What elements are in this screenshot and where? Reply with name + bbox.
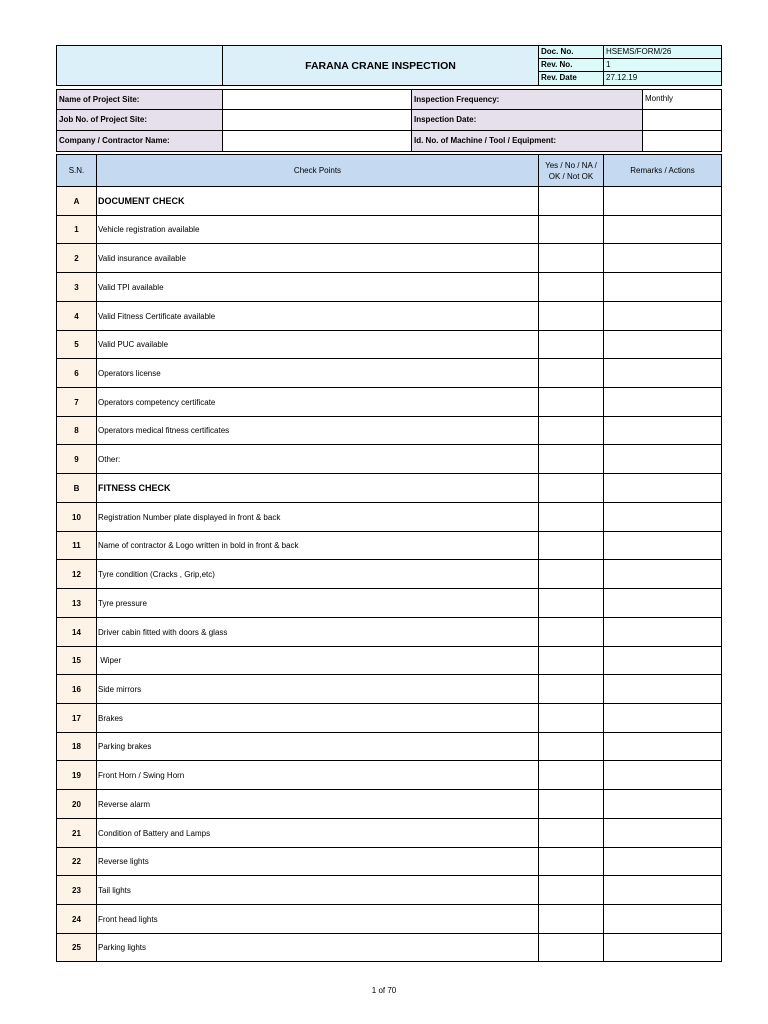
project-site-label-cell [56, 89, 223, 110]
row-sn [56, 933, 97, 962]
row-sn [56, 444, 97, 474]
row-sn-label: 9 [74, 454, 79, 464]
check-point-text: Valid Fitness Certificate available [98, 311, 216, 321]
row-sn-label: 5 [74, 340, 79, 349]
rev-date-value-cell [603, 71, 722, 86]
status-field[interactable] [538, 703, 604, 733]
status-field[interactable] [538, 358, 604, 388]
section-title-cell [96, 473, 539, 503]
row-sn [56, 703, 97, 733]
column-header-status-line-1: Yes / No / NA / [545, 160, 597, 170]
check-point-text: Tail lights [98, 885, 131, 895]
row-sn-label: 8 [74, 426, 79, 435]
check-point-text: Reverse lights [98, 857, 149, 866]
remarks-field[interactable] [603, 502, 722, 532]
row-sn-label: 10 [72, 512, 81, 522]
check-point-text: Front Horn / Swing Horn [98, 770, 185, 780]
row-sn-label: 14 [72, 627, 81, 637]
doc-no-value-cell [603, 45, 722, 59]
check-point-text: Front head lights [98, 914, 158, 924]
machine-id-label-cell [411, 130, 643, 152]
company-field[interactable] [222, 130, 412, 152]
check-point-cell [96, 243, 539, 273]
status-field[interactable] [538, 243, 604, 273]
status-field[interactable] [538, 272, 604, 302]
check-point-text: Parking brakes [98, 742, 152, 751]
check-point-cell [96, 703, 539, 733]
remarks-field[interactable] [603, 818, 722, 848]
status-field[interactable] [538, 330, 604, 359]
status-field[interactable] [538, 646, 604, 675]
check-point-text: Side mirrors [98, 684, 142, 694]
remarks-field[interactable] [603, 416, 722, 445]
remarks-field[interactable] [603, 358, 722, 388]
check-point-cell [96, 588, 539, 618]
check-point-cell [96, 358, 539, 388]
status-field[interactable] [538, 416, 604, 445]
check-point-text: Registration Number plate displayed in front & back [98, 512, 281, 522]
row-sn [56, 789, 97, 819]
row-sn-label: 17 [72, 713, 81, 723]
check-point-cell [96, 416, 539, 445]
check-point-text: Parking lights [98, 943, 147, 952]
status-field[interactable] [538, 559, 604, 589]
status-field[interactable] [538, 502, 604, 532]
rev-no-value-cell [603, 58, 722, 72]
check-point-cell [96, 789, 539, 819]
remarks-field[interactable] [603, 186, 722, 216]
remarks-field[interactable] [603, 875, 722, 905]
check-point-cell [96, 559, 539, 589]
row-sn-label: B [73, 483, 80, 493]
row-sn [56, 387, 97, 417]
row-sn-label: 25 [72, 943, 81, 952]
check-point-cell [96, 847, 539, 876]
row-sn-label: 3 [74, 282, 79, 292]
row-sn-label: A [73, 196, 80, 206]
inspection-date-label-cell [411, 109, 643, 131]
page-title: FARANA CRANE INSPECTION [305, 59, 456, 72]
remarks-field[interactable] [603, 617, 722, 647]
check-point-cell [96, 387, 539, 417]
check-point-text: Driver cabin fitted with doors & glass [98, 627, 228, 637]
check-point-text: Wiper [98, 656, 122, 665]
status-field[interactable] [538, 760, 604, 790]
status-field[interactable] [538, 387, 604, 417]
row-sn [56, 473, 97, 503]
remarks-field[interactable] [603, 674, 722, 704]
check-point-text: Valid PUC available [98, 340, 169, 349]
status-field[interactable] [538, 444, 604, 474]
check-point-cell [96, 646, 539, 675]
check-point-text: Operators medical fitness certificates [98, 426, 230, 435]
remarks-field[interactable] [603, 215, 722, 244]
inspection-frequency-value: Monthly [645, 94, 674, 103]
check-point-cell [96, 933, 539, 962]
status-field[interactable] [538, 847, 604, 876]
status-field[interactable] [538, 875, 604, 905]
rev-date-value: 27.12.19 [606, 73, 638, 82]
row-sn [56, 617, 97, 647]
row-sn [56, 215, 97, 244]
check-point-cell [96, 904, 539, 934]
remarks-field[interactable] [603, 243, 722, 273]
row-sn [56, 272, 97, 302]
check-point-cell [96, 818, 539, 848]
check-point-cell [96, 301, 539, 331]
row-sn [56, 358, 97, 388]
status-field[interactable] [538, 186, 604, 216]
status-field[interactable] [538, 818, 604, 848]
row-sn [56, 243, 97, 273]
column-header-status-line-2: OK / Not OK [548, 171, 594, 181]
check-point-cell [96, 531, 539, 560]
inspection-date-field[interactable] [642, 109, 722, 131]
row-sn [56, 818, 97, 848]
row-sn-label: 1 [74, 225, 79, 234]
row-sn [56, 847, 97, 876]
row-sn [56, 559, 97, 589]
check-point-text: Operators license [98, 368, 161, 378]
row-sn-label: 11 [72, 541, 81, 550]
check-point-cell [96, 502, 539, 532]
status-field[interactable] [538, 933, 604, 962]
remarks-field[interactable] [603, 301, 722, 331]
job-no-label: Job No. of Project Site: [59, 115, 148, 124]
check-point-cell [96, 732, 539, 761]
column-header-check-points [96, 154, 539, 187]
row-sn-label: 22 [72, 857, 81, 866]
check-point-cell [96, 674, 539, 704]
remarks-field[interactable] [603, 933, 722, 962]
check-point-text: Operators competency certificate [98, 397, 216, 407]
row-sn [56, 502, 97, 532]
row-sn-label: 6 [74, 368, 79, 378]
row-sn-label: 16 [72, 684, 81, 694]
check-point-cell [96, 875, 539, 905]
column-header-remarks [603, 154, 722, 187]
check-point-text: Brakes [98, 713, 123, 723]
doc-no-label-cell [538, 45, 604, 59]
status-field[interactable] [538, 674, 604, 704]
remarks-field[interactable] [603, 588, 722, 618]
status-field[interactable] [538, 215, 604, 244]
check-point-text: Condition of Battery and Lamps [98, 828, 211, 838]
inspection-frequency-field[interactable] [642, 89, 722, 110]
status-field[interactable] [538, 904, 604, 934]
row-sn [56, 531, 97, 560]
row-sn-label: 21 [72, 828, 81, 838]
column-header-remarks-label: Remarks / Actions [630, 166, 695, 175]
row-sn [56, 646, 97, 675]
project-site-label: Name of Project Site: [59, 95, 140, 104]
row-sn-label: 13 [72, 598, 81, 608]
row-sn [56, 330, 97, 359]
column-header-sn-label: S.N. [68, 166, 85, 175]
row-sn-label: 4 [74, 311, 79, 321]
company-label-cell [56, 130, 223, 152]
check-point-text: Vehicle registration available [98, 225, 200, 234]
check-point-text: Valid TPI available [98, 282, 164, 292]
remarks-field[interactable] [603, 531, 722, 560]
check-point-cell [96, 444, 539, 474]
row-sn [56, 416, 97, 445]
remarks-field[interactable] [603, 646, 722, 675]
rev-no-label: Rev. No. [541, 60, 573, 69]
row-sn [56, 760, 97, 790]
inspection-date-label: Inspection Date: [414, 115, 477, 124]
check-point-text: Other: [98, 454, 121, 464]
check-point-cell [96, 617, 539, 647]
remarks-field[interactable] [603, 732, 722, 761]
row-sn-label: 20 [72, 799, 81, 809]
remarks-field[interactable] [603, 387, 722, 417]
row-sn-label: 18 [72, 742, 81, 751]
remarks-field[interactable] [603, 559, 722, 589]
rev-no-label-cell [538, 58, 604, 72]
status-field[interactable] [538, 588, 604, 618]
doc-no-label: Doc. No. [541, 47, 574, 56]
row-sn-label: 12 [72, 569, 81, 579]
header-title-cell [222, 45, 539, 86]
check-point-text: Tyre condition (Cracks , Grip,etc) [98, 569, 215, 579]
machine-id-label: Id. No. of Machine / Tool / Equipment: [414, 136, 557, 145]
section-title: DOCUMENT CHECK [98, 196, 185, 206]
check-point-text: Tyre pressure [98, 598, 147, 608]
company-label: Company / Contractor Name: [59, 136, 170, 145]
page-number: 1 of 70 [371, 986, 397, 995]
inspection-frequency-label: Inspection Frequency: [414, 95, 500, 104]
header-logo-area [56, 45, 223, 86]
remarks-field[interactable] [603, 330, 722, 359]
check-point-text: Reverse alarm [98, 799, 151, 809]
remarks-field[interactable] [603, 473, 722, 503]
inspection-frequency-label-cell [411, 89, 643, 110]
status-field[interactable] [538, 789, 604, 819]
row-sn-label: 19 [72, 770, 81, 780]
doc-no-value: HSEMS/FORM/26 [606, 47, 672, 56]
remarks-field[interactable] [603, 444, 722, 474]
check-point-cell [96, 760, 539, 790]
row-sn [56, 674, 97, 704]
row-sn [56, 301, 97, 331]
project-site-field[interactable] [222, 89, 412, 110]
remarks-field[interactable] [603, 760, 722, 790]
column-header-status [538, 154, 604, 187]
row-sn-label: 23 [72, 885, 81, 895]
check-point-cell [96, 272, 539, 302]
section-title-cell [96, 186, 539, 216]
row-sn-label: 15 [72, 656, 81, 665]
status-field[interactable] [538, 617, 604, 647]
column-header-check-points-label: Check Points [293, 166, 342, 175]
row-sn [56, 904, 97, 934]
row-sn-label: 7 [74, 397, 79, 407]
row-sn-label: 24 [72, 914, 81, 924]
section-title: FITNESS CHECK [98, 483, 171, 493]
status-field[interactable] [538, 732, 604, 761]
remarks-field[interactable] [603, 789, 722, 819]
row-sn-label: 2 [74, 253, 79, 263]
job-no-label-cell [56, 109, 223, 131]
status-field[interactable] [538, 473, 604, 503]
check-point-text: Name of contractor & Logo written in bold in front & back [98, 541, 299, 550]
rev-date-label-cell [538, 71, 604, 86]
status-field[interactable] [538, 531, 604, 560]
remarks-field[interactable] [603, 904, 722, 934]
job-no-field[interactable] [222, 109, 412, 131]
check-point-text: Valid insurance available [98, 253, 186, 263]
remarks-field[interactable] [603, 703, 722, 733]
remarks-field[interactable] [603, 272, 722, 302]
row-sn [56, 732, 97, 761]
check-point-cell [96, 215, 539, 244]
status-field[interactable] [538, 301, 604, 331]
row-sn [56, 588, 97, 618]
row-sn [56, 875, 97, 905]
machine-id-field[interactable] [642, 130, 722, 152]
rev-date-label: Rev. Date [541, 73, 577, 82]
check-point-cell [96, 330, 539, 359]
rev-no-value: 1 [606, 60, 611, 69]
row-sn [56, 186, 97, 216]
remarks-field[interactable] [603, 847, 722, 876]
column-header-sn [56, 154, 97, 187]
